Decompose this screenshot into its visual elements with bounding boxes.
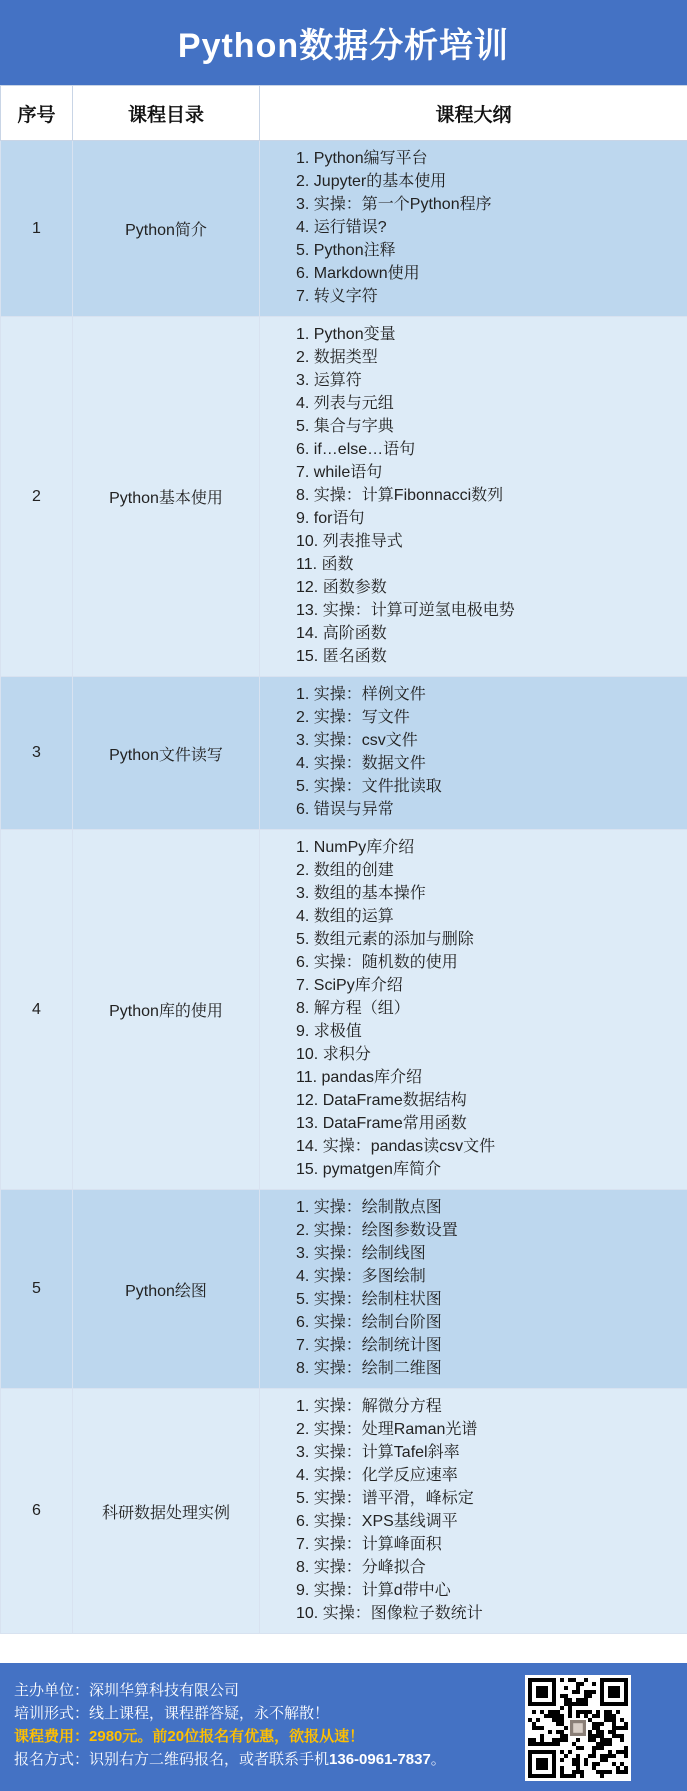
organizer-line: [14, 1679, 446, 1702]
row-category: Python绘图: [73, 1190, 260, 1389]
outline-item: 14. 高阶函数: [296, 625, 387, 642]
outline-item: 4. 列表与元组: [296, 395, 394, 412]
header-outline: 课程大纲: [260, 86, 687, 141]
outline-item: 7. while语句: [296, 464, 383, 481]
row-number: 2: [1, 317, 73, 677]
outline-item: 2. 实操：绘图参数设置: [296, 1222, 458, 1239]
outline-item: 4. 数组的运算: [296, 908, 394, 925]
outline-item: 8. 解方程（组）: [296, 1000, 410, 1017]
outline-item: 4. 实操：多图绘制: [296, 1268, 426, 1285]
outline-item: 1. Python变量: [296, 326, 396, 343]
outline-item: 8. 实操：分峰拟合: [296, 1559, 426, 1576]
outline-item: 10. 实操：图像粒子数统计: [296, 1605, 483, 1622]
row-category: Python库的使用: [73, 830, 260, 1190]
row-outline: [260, 677, 687, 830]
signup-end: 。: [430, 1751, 446, 1768]
row-outline: [260, 317, 687, 677]
outline-list: [260, 836, 687, 1181]
header-category: 课程目录: [73, 86, 260, 141]
outline-item: 11. pandas库介绍: [296, 1069, 422, 1086]
outline-item: 2. 数据类型: [296, 349, 378, 366]
outline-list: [260, 683, 687, 821]
outline-item: 9. for语句: [296, 510, 365, 527]
format-label: 培训形式：: [14, 1705, 90, 1722]
outline-item: 2. 实操：处理Raman光谱: [296, 1421, 478, 1438]
outline-list: [260, 147, 687, 308]
footer-info: [14, 1679, 446, 1771]
outline-item: 3. 实操：csv文件: [296, 732, 418, 749]
row-number: 5: [1, 1190, 73, 1389]
table-row: [1, 830, 687, 1190]
outline-item: 10. 求积分: [296, 1046, 371, 1063]
outline-list: [260, 1395, 687, 1625]
outline-item: 12. DataFrame数据结构: [296, 1092, 467, 1109]
outline-item: 4. 实操：化学反应速率: [296, 1467, 458, 1484]
outline-item: 1. Python编写平台: [296, 150, 428, 167]
row-number: 3: [1, 677, 73, 830]
outline-item: 10. 列表推导式: [296, 533, 403, 550]
header-num: 序号: [1, 86, 73, 141]
organizer-value: 深圳华算科技有限公司: [89, 1682, 240, 1699]
row-outline: [260, 141, 687, 317]
signup-text: 识别右方二维码报名，或者联系手机: [89, 1751, 330, 1768]
fee-value: 2980元。前20位报名有优惠，欲报从速！: [89, 1728, 365, 1745]
course-table: [0, 85, 687, 1634]
row-outline: [260, 830, 687, 1190]
signup-label: 报名方式：: [14, 1751, 90, 1768]
outline-item: 13. DataFrame常用函数: [296, 1115, 467, 1132]
outline-item: 6. 错误与异常: [296, 801, 394, 818]
signup-line: [14, 1748, 446, 1771]
row-number: 4: [1, 830, 73, 1190]
outline-item: 13. 实操：计算可逆氢电极电势: [296, 602, 515, 619]
outline-item: 6. if…else…语句: [296, 441, 416, 458]
outline-list: [260, 323, 687, 668]
outline-item: 3. 实操：第一个Python程序: [296, 196, 492, 213]
outline-item: 3. 数组的基本操作: [296, 885, 426, 902]
outline-item: 1. 实操：样例文件: [296, 686, 426, 703]
outline-item: 9. 实操：计算d带中心: [296, 1582, 451, 1599]
table-row: [1, 1389, 687, 1634]
fee-line: [14, 1725, 446, 1748]
table-header-row: [1, 86, 687, 141]
row-number: 1: [1, 141, 73, 317]
format-line: [14, 1702, 446, 1725]
row-outline: [260, 1190, 687, 1389]
outline-item: 5. 集合与字典: [296, 418, 394, 435]
fee-label: 课程费用：: [14, 1728, 90, 1745]
outline-item: 4. 实操：数据文件: [296, 755, 426, 772]
row-category: 科研数据处理实例: [73, 1389, 260, 1634]
outline-item: 3. 实操：计算Tafel斜率: [296, 1444, 460, 1461]
outline-item: 7. 实操：绘制统计图: [296, 1337, 442, 1354]
table-body: [1, 141, 687, 1634]
outline-item: 15. pymatgen库简介: [296, 1161, 441, 1178]
outline-item: 12. 函数参数: [296, 579, 387, 596]
outline-item: 2. Jupyter的基本使用: [296, 173, 447, 190]
outline-item: 3. 运算符: [296, 372, 362, 389]
outline-item: 6. Markdown使用: [296, 265, 420, 282]
outline-item: 1. 实操：解微分方程: [296, 1398, 442, 1415]
footer: [0, 1663, 687, 1791]
outline-item: 2. 数组的创建: [296, 862, 394, 879]
qr-code-icon[interactable]: [525, 1675, 631, 1781]
phone-number[interactable]: 136-0961-7837: [329, 1751, 431, 1768]
row-outline: [260, 1389, 687, 1634]
table-row: [1, 677, 687, 830]
outline-item: 2. 实操：写文件: [296, 709, 410, 726]
page-title: Python数据分析培训: [0, 0, 687, 85]
organizer-label: 主办单位：: [14, 1682, 90, 1699]
outline-item: 7. SciPy库介绍: [296, 977, 403, 994]
table-row: [1, 1190, 687, 1389]
outline-item: 11. 函数: [296, 556, 354, 573]
row-number: 6: [1, 1389, 73, 1634]
outline-item: 6. 实操：XPS基线调平: [296, 1513, 458, 1530]
outline-item: 14. 实操：pandas读csv文件: [296, 1138, 496, 1155]
outline-item: 7. 转义字符: [296, 288, 378, 305]
outline-item: 1. NumPy库介绍: [296, 839, 415, 856]
outline-item: 4. 运行错误?: [296, 219, 387, 236]
row-category: Python基本使用: [73, 317, 260, 677]
outline-item: 5. 实操：文件批读取: [296, 778, 442, 795]
outline-item: 5. 数组元素的添加与删除: [296, 931, 474, 948]
outline-item: 6. 实操：随机数的使用: [296, 954, 458, 971]
outline-item: 8. 实操：绘制二维图: [296, 1360, 442, 1377]
outline-item: 8. 实操：计算Fibonnacci数列: [296, 487, 504, 504]
outline-item: 5. 实操：绘制柱状图: [296, 1291, 442, 1308]
outline-item: 7. 实操：计算峰面积: [296, 1536, 442, 1553]
outline-item: 5. Python注释: [296, 242, 396, 259]
outline-item: 6. 实操：绘制台阶图: [296, 1314, 442, 1331]
outline-list: [260, 1196, 687, 1380]
table-row: [1, 141, 687, 317]
outline-item: 3. 实操：绘制线图: [296, 1245, 426, 1262]
outline-item: 1. 实操：绘制散点图: [296, 1199, 442, 1216]
table-row: [1, 317, 687, 677]
qr-code-graphic: [525, 1675, 631, 1781]
row-category: Python简介: [73, 141, 260, 317]
outline-item: 5. 实操：谱平滑，峰标定: [296, 1490, 474, 1507]
format-value: 线上课程，课程群答疑，永不解散！: [89, 1705, 330, 1722]
outline-item: 15. 匿名函数: [296, 648, 387, 665]
row-category: Python文件读写: [73, 677, 260, 830]
outline-item: 9. 求极值: [296, 1023, 362, 1040]
